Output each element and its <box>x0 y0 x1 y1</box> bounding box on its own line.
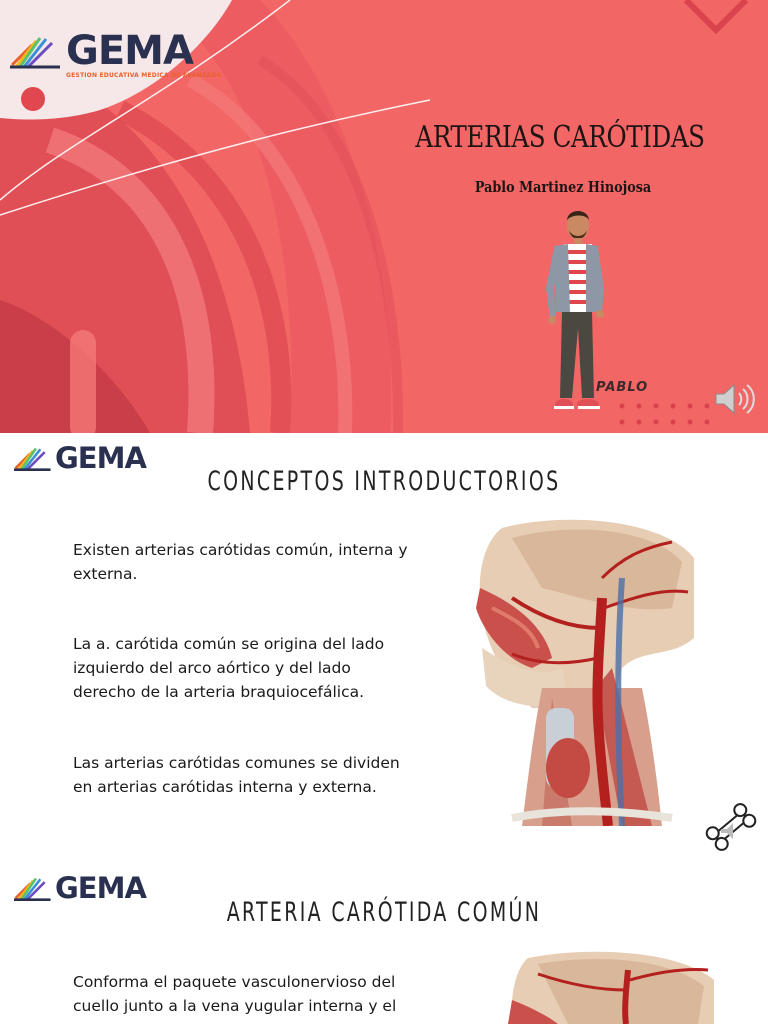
intro-concepts-slide <box>0 433 768 857</box>
paragraph-2 <box>73 632 384 704</box>
logo-tagline: GESTION EDUCATIVA MEDICA DE AVANZADA <box>66 72 222 79</box>
rainbow-fan-icon <box>14 443 52 473</box>
paragraph-line: Las arterias carótidas comunes se dividen <box>73 754 400 772</box>
paragraph-line: derecho de la arteria braquiocefálica. <box>73 683 365 701</box>
paragraph-line: Conforma el paquete vasculonervioso del <box>73 973 396 991</box>
anatomy-head-neck-illustration <box>508 950 714 1024</box>
title-slide <box>0 0 768 433</box>
slide-heading: CONCEPTOS INTRODUCTORIOS <box>207 466 561 497</box>
logo-wordmark: GEMA <box>55 871 146 905</box>
logo-wordmark: GEMA <box>55 441 146 475</box>
paragraph-1 <box>73 538 408 586</box>
bone-speaker-icon[interactable] <box>703 799 759 855</box>
logo-wordmark: GEMA <box>66 28 193 74</box>
paragraph-1 <box>73 970 396 1018</box>
paragraph-line: cuello junto a la vena yugular interna y el <box>73 997 397 1015</box>
decorative-dot-grid <box>618 402 710 426</box>
slide-heading: ARTERIA CARÓTIDA COMÚN <box>226 897 542 928</box>
anatomy-head-neck-illustration <box>472 518 696 826</box>
rainbow-fan-icon <box>14 873 52 903</box>
common-carotid-slide <box>0 857 768 1024</box>
presentation-author: Pablo Martinez Hinojosa <box>474 178 652 196</box>
paragraph-line: Existen arterias carótidas común, interna y <box>73 541 408 559</box>
paragraph-line: La a. carótida común se origina del lado <box>73 635 385 653</box>
paragraph-3 <box>73 751 400 799</box>
presentation-title: ARTERIAS CARÓTIDAS <box>415 120 705 155</box>
paragraph-line: externa. <box>73 565 138 583</box>
speaker-icon[interactable] <box>714 382 756 416</box>
gema-logo <box>10 28 222 79</box>
rainbow-fan-icon <box>10 31 62 71</box>
character-name-label: PABLO <box>596 380 649 395</box>
paragraph-line: en arterias carótidas interna y externa. <box>73 778 377 796</box>
paragraph-line: izquierdo del arco aórtico y del lado <box>73 659 351 677</box>
